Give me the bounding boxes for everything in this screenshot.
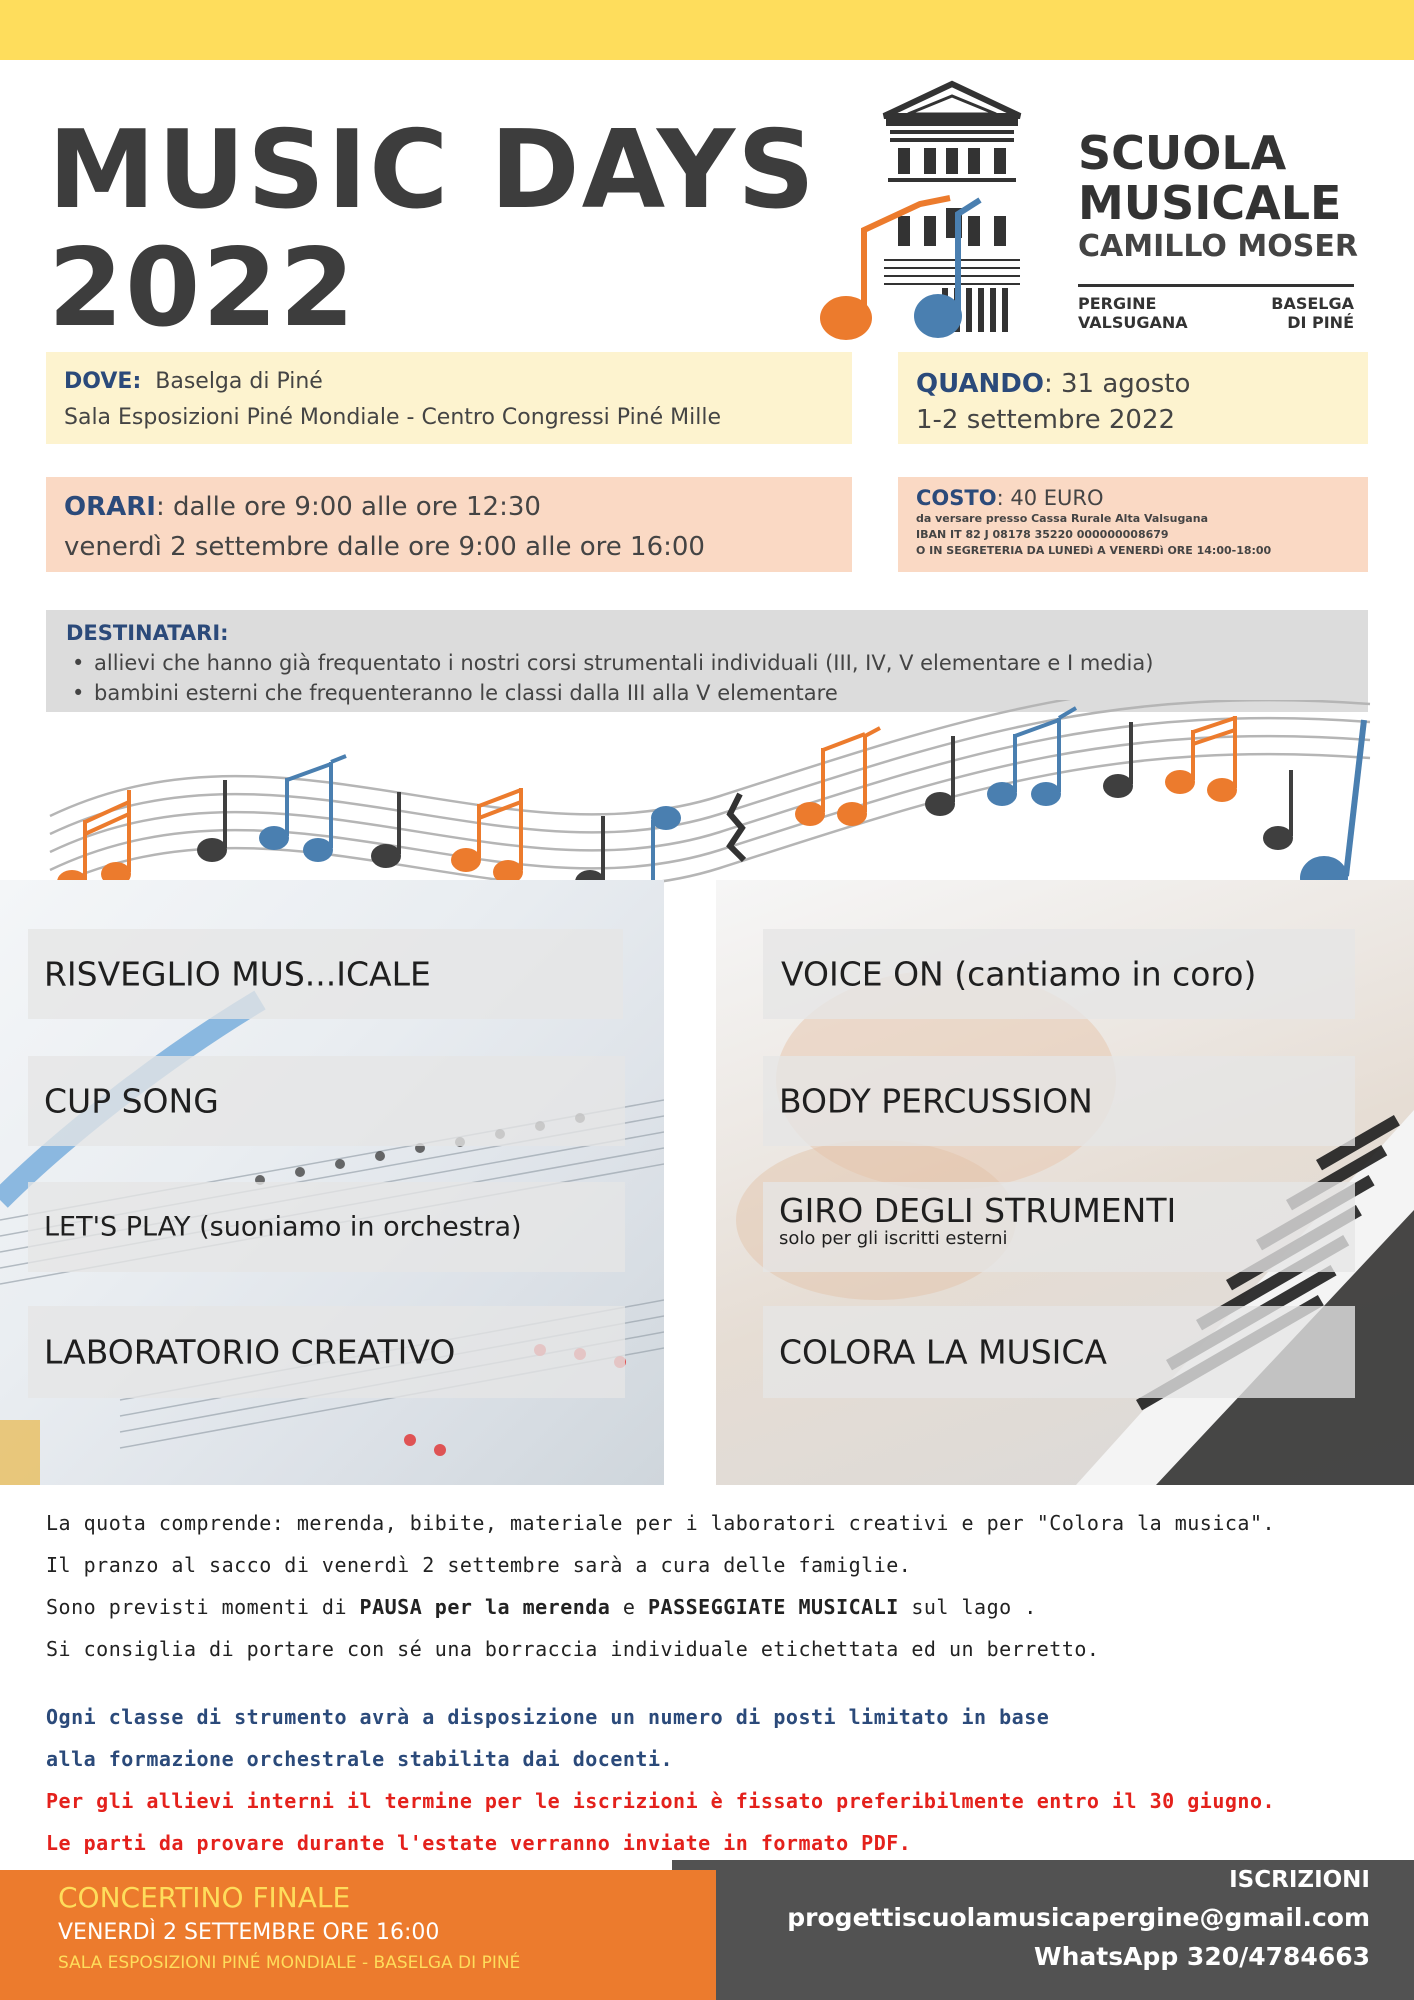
blue-note-2: alla formazione orchestrale stabilita dai docenti. bbox=[46, 1747, 674, 1771]
activity-lets-play bbox=[28, 1182, 625, 1272]
page-title bbox=[48, 108, 817, 351]
loc-left-1: PERGINE bbox=[1078, 294, 1157, 313]
school-name-2: MUSICALE bbox=[1078, 176, 1342, 230]
concert-when: VENERDÌ 2 SETTEMBRE ORE 16:00 bbox=[58, 1920, 440, 1945]
info-notes bbox=[46, 1502, 1386, 1670]
quando-key: QUANDO bbox=[916, 369, 1044, 399]
costo-box bbox=[898, 477, 1368, 572]
dove-key: DOVE bbox=[64, 369, 133, 394]
note-3c: e bbox=[610, 1595, 648, 1619]
school-name-1: SCUOLA bbox=[1078, 126, 1287, 180]
activity-label: LET'S PLAY (suoniamo in orchestra) bbox=[44, 1211, 522, 1243]
red-note-2: Le parti da provare durante l'estate verranno inviate in formato PDF. bbox=[46, 1831, 912, 1855]
note-3b: PAUSA per la merenda bbox=[359, 1595, 611, 1619]
activity-laboratorio-creativo bbox=[28, 1306, 625, 1398]
logo-location-left bbox=[1078, 294, 1188, 332]
dove-value: Baselga di Piné bbox=[155, 369, 323, 394]
concert-title: CONCERTINO FINALE bbox=[58, 1881, 351, 1914]
concert-where: SALA ESPOSIZIONI PINÉ MONDIALE - BASELGA DI PINÉ bbox=[58, 1953, 521, 1973]
note-line-4: Si consiglia di portare con sé una borraccia individuale etichettata ed un berretto. bbox=[46, 1637, 1100, 1661]
activity-giro-degli-strumenti bbox=[763, 1182, 1355, 1272]
orari-key: ORARI bbox=[64, 492, 156, 522]
title-line-2: 2022 bbox=[48, 226, 357, 351]
costo-key: COSTO bbox=[916, 486, 997, 510]
loc-left-2: VALSUGANA bbox=[1078, 313, 1188, 332]
costo-value: : 40 EURO bbox=[996, 486, 1104, 510]
school-name-3: CAMILLO MOSER bbox=[1078, 229, 1358, 264]
note-line-1: La quota comprende: merenda, bibite, materiale per i laboratori creativi e per "Colora la musica". bbox=[46, 1511, 1276, 1535]
title-line-1: MUSIC DAYS bbox=[48, 108, 817, 233]
iscrizioni-box bbox=[672, 1860, 1414, 2000]
dove-line2: Sala Esposizioni Piné Mondiale - Centro Congressi Piné Mille bbox=[64, 405, 722, 430]
logo-divider bbox=[1078, 284, 1354, 287]
activity-voice-on bbox=[763, 929, 1355, 1019]
red-note-1: Per gli allievi interni il termine per le iscrizioni è fissato preferibilmente entro il 30 giugno. bbox=[46, 1789, 1276, 1813]
destinatari-list bbox=[66, 648, 1348, 708]
activity-cup-song bbox=[28, 1056, 625, 1146]
logo-location-right bbox=[1200, 294, 1354, 332]
activity-label: VOICE ON (cantiamo in coro) bbox=[781, 954, 1257, 994]
school-name bbox=[1078, 128, 1358, 266]
concertino-box bbox=[0, 1870, 716, 2000]
activity-risveglio-musicale bbox=[28, 929, 623, 1019]
iscrizioni-whatsapp[interactable]: WhatsApp 320/4784663 bbox=[1034, 1942, 1370, 1971]
note-line-3 bbox=[46, 1586, 1386, 1628]
quando-box bbox=[898, 352, 1368, 444]
activity-label: RISVEGLIO MUS...ICALE bbox=[44, 954, 431, 994]
list-item: • bambini esterni che frequenteranno le classi dalla III alla V elementare bbox=[94, 678, 1348, 708]
destinatari-key: DESTINATARI bbox=[66, 621, 221, 645]
quando-line2: 1-2 settembre 2022 bbox=[916, 405, 1176, 435]
activity-label: BODY PERCUSSION bbox=[779, 1081, 1093, 1121]
orari-box bbox=[46, 477, 852, 572]
list-item: • allievi che hanno già frequentato i nostri corsi strumentali individuali (III, IV, V elementare e I media) bbox=[94, 648, 1348, 678]
blue-note-1: Ogni classe di strumento avrà a disposizione un numero di posti limitato in base bbox=[46, 1705, 1050, 1729]
quando-value: : 31 agosto bbox=[1043, 369, 1191, 399]
loc-right-1: BASELGA bbox=[1271, 294, 1354, 313]
activity-label: LABORATORIO CREATIVO bbox=[44, 1332, 456, 1372]
iscrizioni-email[interactable]: progettiscuolamusicapergine@gmail.com bbox=[787, 1903, 1370, 1932]
activity-label: CUP SONG bbox=[44, 1081, 219, 1121]
note-3d: PASSEGGIATE MUSICALI bbox=[647, 1595, 899, 1619]
activity-label bbox=[779, 1191, 1177, 1250]
note-3e: sul lago . bbox=[898, 1595, 1037, 1619]
orari-value: : dalle ore 9:00 alle ore 12:30 bbox=[155, 492, 541, 522]
orari-line2: venerdì 2 settembre dalle ore 9:00 alle ore 16:00 bbox=[64, 532, 705, 562]
activity-body-percussion bbox=[763, 1056, 1355, 1146]
costo-line4: O IN SEGRETERIA DA LUNEDì A VENERDì ORE 14:00-18:00 bbox=[916, 544, 1272, 557]
costo-line3: IBAN IT 82 J 08178 35220 000000008679 bbox=[916, 528, 1169, 541]
note-line-2: Il pranzo al sacco di venerdì 2 settembre sarà a cura delle famiglie. bbox=[46, 1553, 912, 1577]
activity-label: COLORA LA MUSICA bbox=[779, 1332, 1107, 1372]
note-3a: Sono previsti momenti di bbox=[46, 1595, 360, 1619]
top-yellow-bar bbox=[0, 0, 1414, 60]
iscrizioni-title: ISCRIZIONI bbox=[1229, 1867, 1370, 1893]
loc-right-2: DI PINÉ bbox=[1287, 313, 1354, 332]
activity-colora-la-musica bbox=[763, 1306, 1355, 1398]
activity-label-main: GIRO DEGLI STRUMENTI bbox=[779, 1191, 1177, 1230]
activity-label-sub: solo per gli iscritti esterni bbox=[779, 1228, 1008, 1249]
costo-line2: da versare presso Cassa Rurale Alta Valsugana bbox=[916, 512, 1208, 525]
destinatari-box: DESTINATARI: • allievi che hanno già frequentato i nostri corsi strumentali individuali (III, IV, V elementare e I media) • bambini esterni che frequenteranno le classi dalla III alla V elementare bbox=[46, 610, 1368, 712]
info-notes-highlighted bbox=[46, 1696, 1386, 1864]
dove-box: DOVE: Baselga di Piné Sala Esposizioni Piné Mondiale - Centro Congressi Piné Mille bbox=[46, 352, 852, 444]
